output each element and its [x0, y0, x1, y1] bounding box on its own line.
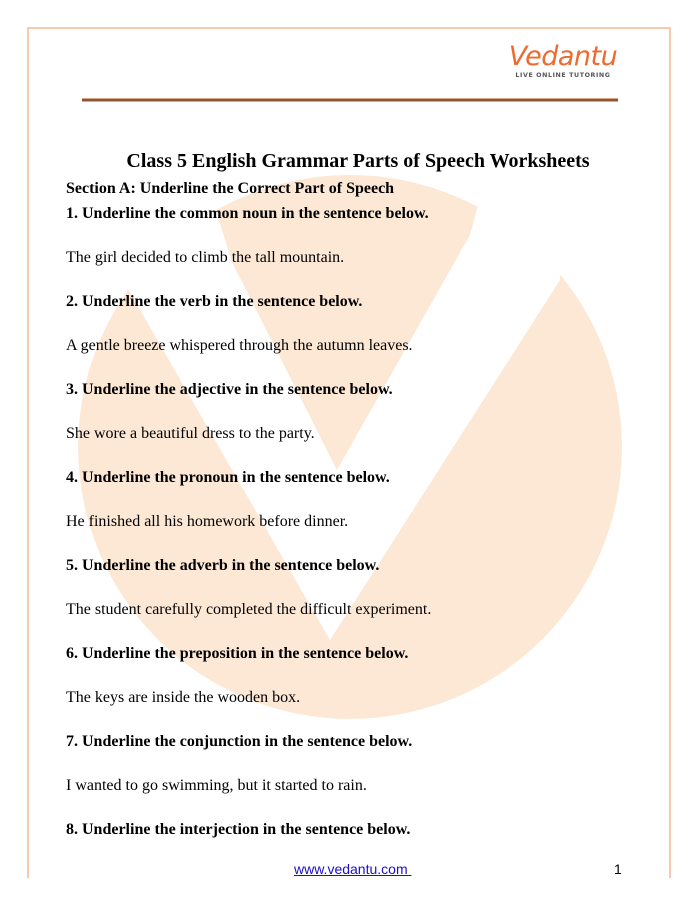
question-prompt-6: 6. Underline the preposition in the sentence below.: [66, 645, 409, 662]
logo-tagline: LIVE ONLINE TUTORING: [515, 72, 611, 79]
question-prompt-7: 7. Underline the conjunction in the sentence below.: [66, 733, 413, 750]
header-divider: [82, 98, 618, 102]
question-prompt-5: 5. Underline the adverb in the sentence below.: [66, 557, 380, 574]
question-prompt-2: 2. Underline the verb in the sentence below.: [66, 293, 363, 310]
question-sentence-2: A gentle breeze whispered through the autumn leaves.: [66, 337, 413, 354]
vedantu-logo[interactable]: [508, 42, 618, 79]
footer-website-link[interactable]: www.vedantu.com: [294, 861, 412, 877]
section-heading: Section A: Underline the Correct Part of Speech: [66, 180, 395, 197]
question-sentence-4: He finished all his homework before dinner.: [66, 513, 349, 530]
page-number: 1: [614, 861, 622, 877]
question-prompt-4: 4. Underline the pronoun in the sentence below.: [66, 469, 390, 486]
logo-wordmark: Vedantu: [508, 41, 618, 72]
question-sentence-6: The keys are inside the wooden box.: [66, 689, 301, 706]
question-sentence-3: She wore a beautiful dress to the party.: [66, 425, 315, 442]
question-sentence-1: The girl decided to climb the tall mountain.: [66, 249, 345, 266]
page-title: Class 5 English Grammar Parts of Speech Worksheets: [126, 150, 590, 172]
question-prompt-3: 3. Underline the adjective in the sentence below.: [66, 381, 393, 398]
worksheet-content: [66, 148, 646, 842]
question-prompt-1: 1. Underline the common noun in the sentence below.: [66, 205, 429, 222]
question-sentence-5: The student carefully completed the difficult experiment.: [66, 601, 432, 618]
question-prompt-8: 8. Underline the interjection in the sentence below.: [66, 821, 411, 838]
question-sentence-7: I wanted to go swimming, but it started to rain.: [66, 777, 367, 794]
